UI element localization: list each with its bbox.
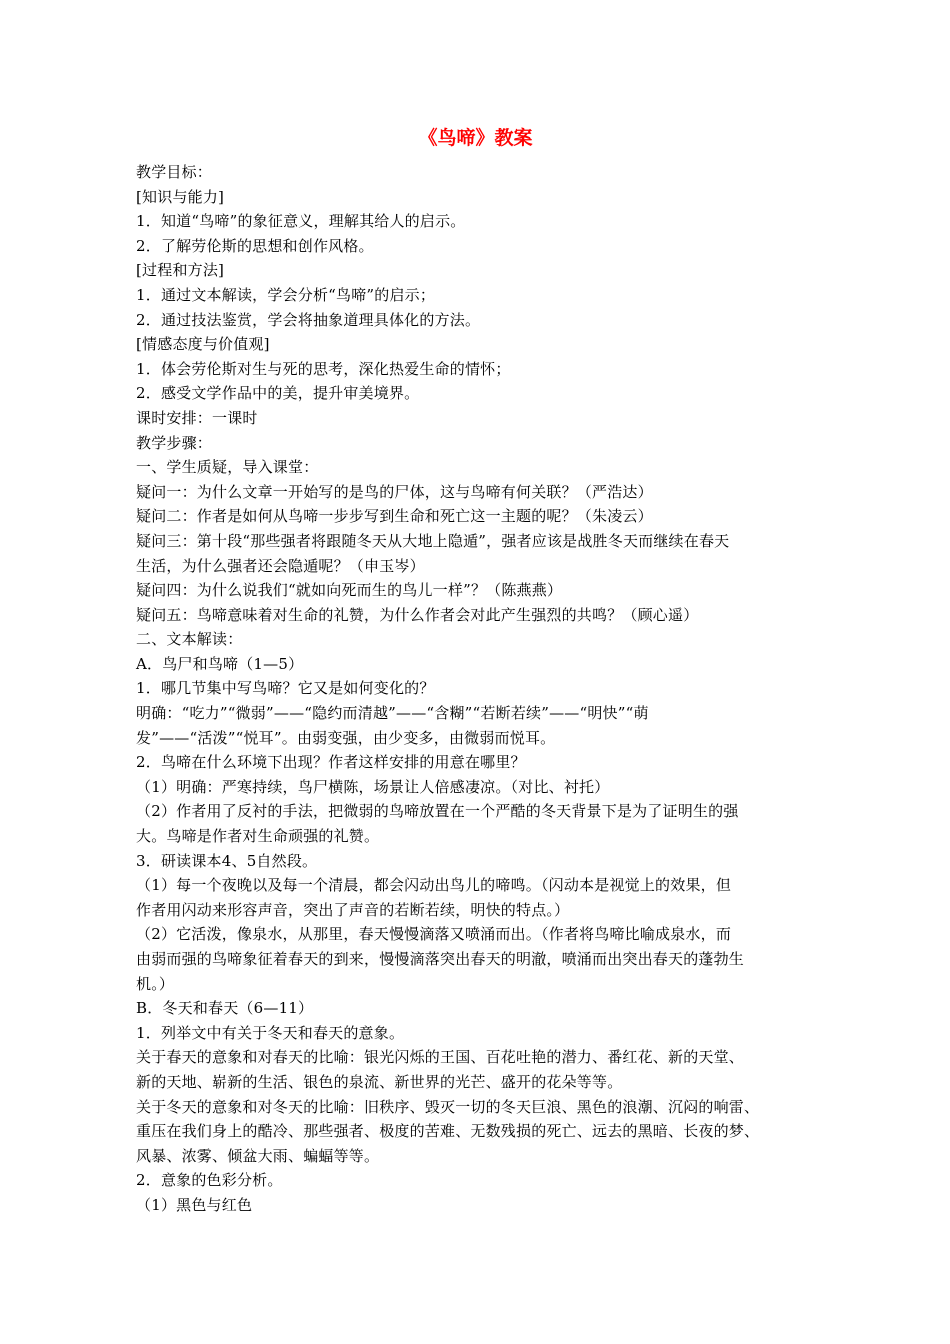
text-line: 1．知道“鸟啼”的象征意义，理解其给人的启示。 (136, 212, 466, 231)
text-line: 疑问三：第十段“那些强者将跟随冬天从大地上隐遁”，强者应该是战胜冬天而继续在春天 (136, 531, 730, 550)
text-line: 作者用闪动来形容声音，突出了声音的若断若续，明快的特点。） (136, 900, 570, 919)
text-line: 一、学生质疑，导入课堂： (136, 458, 319, 477)
text-line: [知识与能力] (136, 187, 225, 206)
text-line: [情感态度与价值观] (136, 335, 270, 354)
text-line: 由弱而强的鸟啼象征着春天的到来，慢慢滴落突出春天的明澈，喷涌而出突出春天的蓬勃生 (136, 950, 745, 968)
text-line: 2．鸟啼在什么环境下出现？作者这样安排的用意在哪里？ (136, 753, 526, 772)
document-body (136, 160, 815, 1218)
text-line: 机。） (136, 974, 175, 993)
text-line: （1）每一个夜晚以及每一个清晨，都会闪动出鸟儿的啼鸣。（闪动本是视觉上的效果，但 (136, 876, 732, 895)
text-line: （2）它活泼，像泉水，从那里，春天慢慢滴落又喷涌而出。（作者将鸟啼比喻成泉水，而 (136, 925, 732, 944)
text-line: 1．列举文中有关于冬天和春天的意象。 (136, 1023, 405, 1042)
text-line: 二、文本解读： (136, 630, 243, 649)
text-line: 大。鸟啼是作者对生命顽强的礼赞。 (136, 827, 380, 846)
text-line: 新的天地、崭新的生活、银色的泉流、新世界的光芒、盛开的花朵等等。 (136, 1072, 623, 1091)
text-line: 1．体会劳伦斯对生与死的思考，深化热爱生命的情怀； (136, 359, 511, 378)
text-line: 风暴、浓雾、倾盆大雨、蝙蝠等等。 (136, 1146, 380, 1165)
text-line: 明确：“吃力”“微弱”——“隐约而清越”——“含糊”“若断若续”——“明快”“萌 (136, 704, 649, 723)
text-line: 3．研读课本4、5自然段。 (136, 851, 318, 870)
text-line: 关于冬天的意象和对冬天的比喻：旧秩序、毁灭一切的冬天巨浪、黑色的浪潮、沉闷的响雷、 (136, 1097, 760, 1116)
text-line: 生活，为什么强者还会隐遁呢？（申玉岑） (136, 556, 425, 575)
text-line: 疑问一：为什么文章一开始写的是鸟的尸体，这与鸟啼有何关联？（严浩达） (136, 482, 653, 501)
text-line: 关于春天的意象和对春天的比喻：银光闪烁的王国、百花吐艳的潜力、番红花、新的天堂、 (136, 1048, 745, 1067)
text-line: [过程和方法] (136, 261, 225, 280)
text-line: 2．通过技法鉴赏，学会将抽象道理具体化的方法。 (136, 310, 481, 329)
text-line: 疑问二：作者是如何从鸟啼一步步写到生命和死亡这一主题的呢？（朱凌云） (136, 507, 653, 526)
text-line: 1．哪几节集中写鸟啼？它又是如何变化的？ (136, 679, 435, 698)
text-line: 2．感受文学作品中的美，提升审美境界。 (136, 384, 420, 403)
text-line: 2．了解劳伦斯的思想和创作风格。 (136, 236, 374, 255)
document-title: 《鸟啼》教案 (418, 127, 533, 149)
text-line: 课时安排：一课时 (136, 408, 258, 427)
text-line: 教学步骤： (136, 433, 213, 452)
text-line: （1）黑色与红色 (136, 1195, 253, 1214)
text-line: 2．意象的色彩分析。 (136, 1171, 283, 1190)
text-line: 教学目标： (136, 163, 213, 181)
text-line: 1．通过文本解读，学会分析“鸟啼”的启示； (136, 285, 436, 304)
text-line: A．鸟尸和鸟啼（1—5） (136, 654, 304, 673)
text-line: 重压在我们身上的酷冷、那些强者、极度的苦难、无数残损的死亡、远去的黑暗、长夜的梦、 (136, 1122, 760, 1141)
text-line: 疑问四：为什么说我们“就如向死而生的鸟儿一样”？（陈燕燕） (136, 581, 563, 600)
text-line: 发”——“活泼”“悦耳”。由弱变强，由少变多，由微弱而悦耳。 (136, 728, 556, 747)
text-line: （2）作者用了反衬的手法，把微弱的鸟啼放置在一个严酷的冬天背景下是为了证明生的强 (136, 802, 739, 821)
text-line: 疑问五：鸟啼意味着对生命的礼赞，为什么作者会对此产生强烈的共鸣？（顾心遥） (136, 605, 699, 624)
text-line: （1）明确：严寒持续，鸟尸横陈，场景让人倍感凄凉。（对比、衬托） (136, 777, 610, 796)
text-line: B．冬天和春天（6—11） (136, 999, 314, 1018)
